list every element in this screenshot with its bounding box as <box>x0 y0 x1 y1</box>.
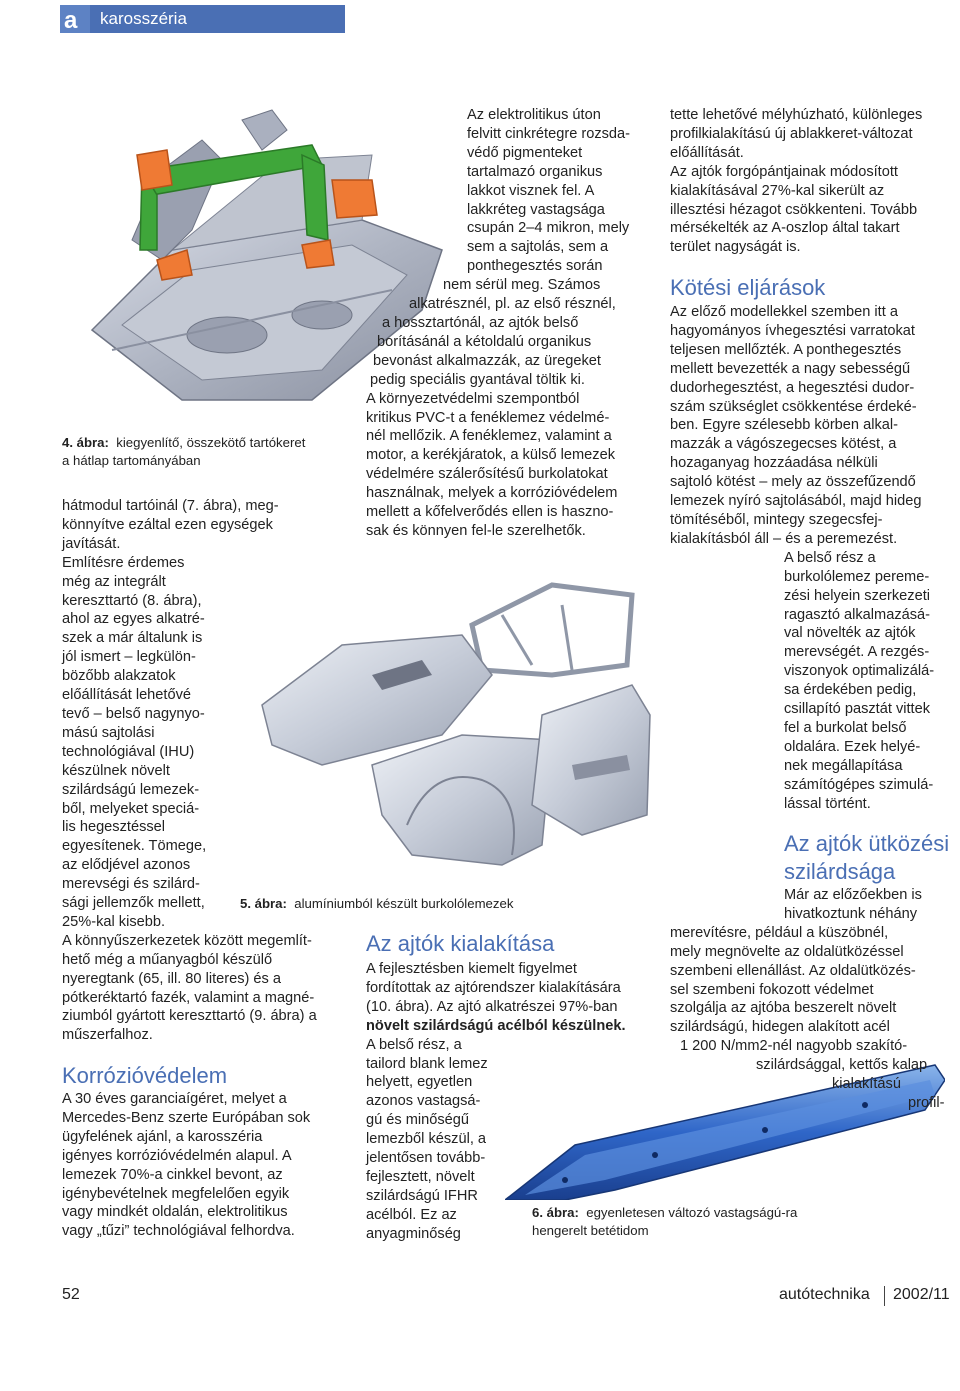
heading-ajtok-utkozesi: Az ajtók ütközési szilárdsága <box>784 831 950 884</box>
column-3-text-3: Már az előzőekben is hivatkoztunk néhány merevítésre, például a küszöbnél, mely megnövelte az oldalütközéssel szembeni ellenállást. Az oldalütközés- sel szembeni fokozott védelmet szolgálja az ajtóba beszerelt növelt szilárdságú, hidegen alakított acél 1 200 N/mm2-nél nagyobb szakító- szilárdsággal, kettős kalap kialakítású profil- <box>670 887 945 1111</box>
issue-number: 2002/11 <box>893 1286 950 1303</box>
column-3-text: tette lehetővé mélyhúzható, különleges profilkialakítású új ablakkeret-változat előállítását. Az ajtók forgópántjainak módosított kialakításával 27%-kal sikerült az illesztési hézagot csökkenteni. Tovább mérsékelték az A-oszlop által takart terület nagyságát is. <box>670 107 923 256</box>
section-letter-icon: a <box>60 5 90 33</box>
page-number: 52 <box>62 1286 80 1303</box>
footer-divider <box>884 1286 885 1306</box>
column-1-text: hátmodul tartóinál (7. ábra), meg- könnyítve ezáltal ezen egységek javítását. Említésre érdemes még az integrált kereszttartó (8. ábra), ahol az egyes alkatré- szek a már általunk is jól ismert – legkülön- bözőbb alakzatok előállítását lehetővé tevő – belső nagynyo- mású sajtolási technológiával (IHU) készülnek növelt szilárdságú lemezek- ből, melyeket speciá- lis hegesztéssel egyesítenek. Tömege, az elődjével azonos merevségi és szilárd- sági jellemzők mellett, 25%-kal kisebb. A könnyűszerkezetek között megemlít- hető még a műanyagból készülő nyeregtank (65, ill. 80 literes) és a pótkeréktartó fazék, valamint a magné- ziumból gyártott kereszttartó (9. ábra) a műszerfalhoz. <box>62 498 317 1044</box>
heading-korroziovedelem: Korrózióvédelem <box>62 1063 228 1088</box>
column-2-text-2: A fejlesztésben kiemelt figyelmet fordítottak az ajtórendszer kialakítására (10. ábra). Az ajtó alkatrészei 97%-ban növelt szilárdságú acélból készülnek. A belső rész, a tailord blank lemez helyett, egyetlen azonos vastagsá- gú és minőségű lemezből készül, a jelentősen tovább- fejlesztett, növelt szilárdságú IFHR acélból. Ez az anyagminőség <box>366 961 626 1242</box>
column-2-text: Az elektrolitikus úton felvitt cinkrétegre rozsda- védő pigmenteket tartalmazó organikus lakkot visznek fel. A lakkréteg vastagsága csupán 2–4 mikron, mely sem a sajtolás, sem a ponthegesztés során nem sérül meg. Számos alkatrésznél, pl. az első résznél, a hossztartónál, az ajtók belső borításánál a kétoldalú organikus bevonást alkalmazzák, az üregeket pedig speciális gyantával töltik ki. A környezetvédelmi szempontból kritikus PVC-t a fenéklemez védelmé- nél mellőzik. A fenéklemez, valamint a motor, a kerékjáratok, a külső lemezek védelmére szálerősítésű burkolatokat használnak, melyek a korrózióvédelem mellett a kőfelverődés ellen is haszno- sak és könnyen fel-le szerelhetők. <box>366 107 631 539</box>
magazine-name: autótechnika <box>779 1286 870 1303</box>
column-3-text-2: Az előző modellekkel szemben itt a hagyományos ívhegesztési varratokat teljesen mellőzték. A ponthegesztés mellett bevezették a nagy sebességű dudorhegesztést, a hegesztési dudor- szám szükséglet csökkentése érdeké- ben. Egyre szélesebb körben alkal- mazzák a vágószegecses kötést, a hozaganyag hozzáadása nélküli sajtoló kötést – mely az összefűzendő lemezek nyíró sajtolásából, majd hideg tömítéséből, mintegy szegecsfej- kialakításból áll – és a peremezést. A belső rész a burkolólemez pereme- zési helyein szerkezeti ragasztó alkalmazásá- val növelték az ajtók merevségét. A rezgés- viszonyok optimalizálá- sa érdekében pedig, csillapító pasztát vittek fel a burkolat belső oldalára. Ezek helyé- nek megállapítása számítógépes szimulá- lással történt. <box>670 304 935 812</box>
figure-5-caption: 5. ábra: alumíniumból készült burkolólemezek <box>240 896 514 911</box>
aluminium-panels-illustration <box>232 565 652 885</box>
figure-4-caption: 4. ábra: kiegyenlítő, összekötő tartókeret a hátlap tartományában <box>62 435 306 468</box>
heading-ajtok-kialakitasa: Az ajtók kialakítása <box>366 931 555 956</box>
column-1-text-2: A 30 éves garanciaígéret, melyet a Mercedes-Benz szerte Európában sok ügyfelének ajánl, a karosszéria igényes korrózióvédelmén alapul. A lemezek 70%-a cinkkel bevont, az igénybevételnek megfelelően egyik vagy mindkét oldalán, elektrolitikus vagy „tűzi” technológiával felhordva. <box>62 1091 311 1240</box>
section-title: karosszéria <box>100 9 187 28</box>
figure-5-aluminium-panels <box>232 565 652 885</box>
heading-kotesi-eljarasok: Kötési eljárások <box>670 275 826 300</box>
figure-6-caption: 6. ábra: egyenletesen változó vastagságú-ra hengerelt betétidom <box>532 1205 798 1238</box>
